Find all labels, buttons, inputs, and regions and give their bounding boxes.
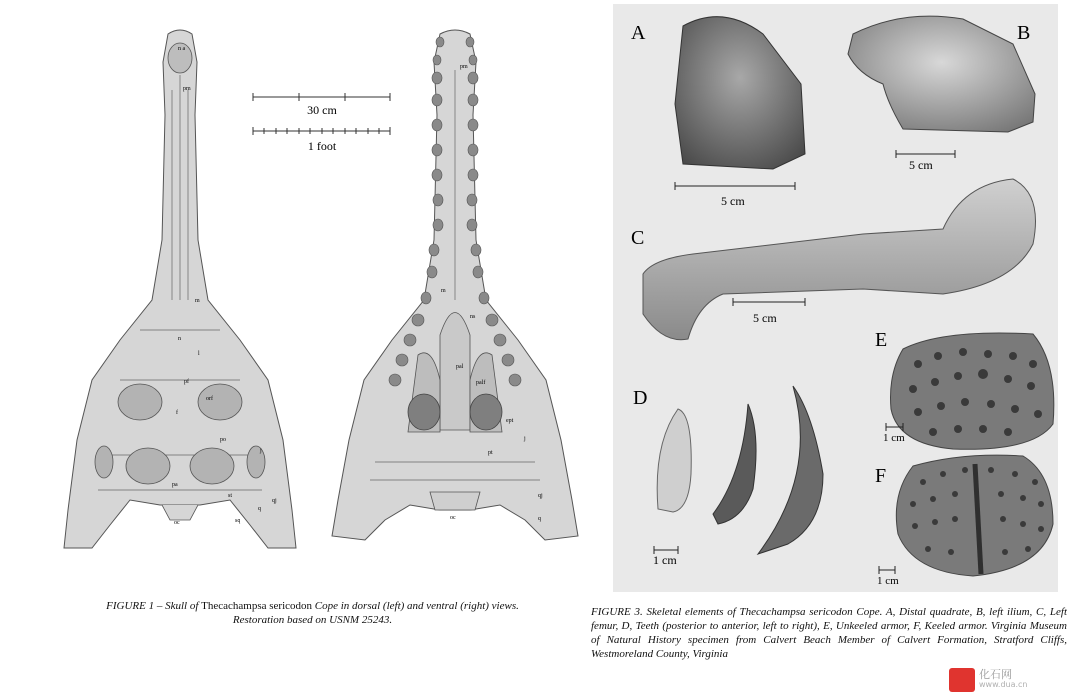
label-dorsal-n: n (178, 336, 181, 342)
tooth-posterior (657, 409, 691, 512)
letter-f: F (875, 465, 887, 487)
scale-c-label: 5 cm (753, 311, 777, 325)
site-watermark (949, 666, 1059, 694)
label-ventral-ept: ept (506, 418, 514, 424)
letter-e: E (875, 329, 888, 351)
figure-1-caption-suffix: Cope in dorsal (left) and ventral (right) views. (312, 600, 519, 612)
figure-1-caption-prefix: FIGURE 1 – Skull of (106, 600, 202, 612)
tooth-middle (713, 404, 756, 524)
watermark-url: www.dua.cn (979, 680, 1028, 689)
label-ventral-pt: pt (488, 450, 493, 456)
distal-quadrate (675, 17, 805, 169)
letter-d: D (633, 387, 648, 409)
dorsal-skull (64, 30, 296, 548)
label-ventral-palf: palf (476, 380, 486, 386)
skeletal-elements-photo (613, 4, 1058, 592)
label-dorsal-pm: pm (183, 86, 191, 92)
label-dorsal-st: st (228, 493, 233, 499)
figure-1-caption-species: Thecachampsa sericodon (201, 600, 313, 612)
label-ventral-qj: qj (538, 493, 543, 499)
scale-d-label: 1 cm (653, 553, 677, 567)
label-dorsal-l: l (198, 351, 200, 357)
label-ventral-m: m (441, 288, 446, 294)
scale-a-label: 5 cm (721, 194, 745, 208)
label-dorsal-f: f (176, 410, 178, 416)
watermark-text: 化石网 (979, 668, 1012, 681)
label-dorsal-pf: pf (184, 379, 189, 385)
scale-1foot-label: 1 foot (307, 139, 337, 153)
label-dorsal-orf: orf (206, 396, 213, 402)
letter-b: B (1017, 22, 1031, 44)
scale-bar-f (879, 566, 895, 574)
figure-3-caption: FIGURE 3. Skeletal elements of Thecachampsa sericodon Cope. A, Distal quadrate, B, left ilium, C, Left femur, D, Teeth (posterior to anterior, left to right), E, Unkeeled armor, F, Keeled armor. Virginia Museum of Natural History specimen from Calvert Beach Member of Calvert Formation, Stratford Cliffs, Westmoreland County, Virginia (591, 606, 1067, 660)
watermark-logo-icon (949, 668, 975, 692)
letter-c: C (631, 227, 645, 249)
ventral-skull (332, 30, 578, 540)
label-dorsal-q: q (258, 506, 261, 512)
label-ventral-pm: pm (460, 64, 468, 70)
label-ventral-j: j (524, 436, 526, 442)
label-dorsal-na: n a (178, 46, 186, 52)
figure-3-photo (613, 4, 1058, 592)
label-dorsal-po: po (220, 437, 226, 443)
figure-1-caption (40, 599, 585, 627)
label-dorsal-oc: oc (174, 520, 180, 526)
scale-bar-c (733, 298, 805, 306)
letter-a: A (631, 22, 646, 44)
label-dorsal-j: j (260, 448, 262, 454)
label-dorsal-qj: qj (272, 498, 277, 504)
label-ventral-oc: oc (450, 515, 456, 521)
scale-bar-30cm (253, 93, 390, 101)
scale-b-label: 5 cm (909, 158, 933, 172)
label-dorsal-sq: sq (235, 518, 241, 524)
scale-e-label: 1 cm (883, 432, 905, 444)
label-ventral-pal: pal (456, 364, 464, 370)
left-femur (643, 179, 1036, 340)
scale-30cm-label: 30 cm (307, 103, 337, 117)
scale-f-label: 1 cm (877, 575, 899, 587)
label-ventral-ns: ns (470, 314, 476, 320)
scale-bar-1foot (253, 127, 390, 135)
tooth-anterior (758, 386, 823, 554)
label-dorsal-m: m (195, 298, 200, 304)
left-ilium (848, 16, 1035, 132)
figure-1-caption-line2: Restoration based on USNM 25243. (232, 614, 393, 626)
label-dorsal-pa: pa (172, 482, 178, 488)
scale-bar-a (675, 182, 795, 190)
skull-drawings (0, 0, 580, 596)
label-ventral-q: q (538, 516, 541, 522)
scale-bar-b (896, 150, 955, 158)
